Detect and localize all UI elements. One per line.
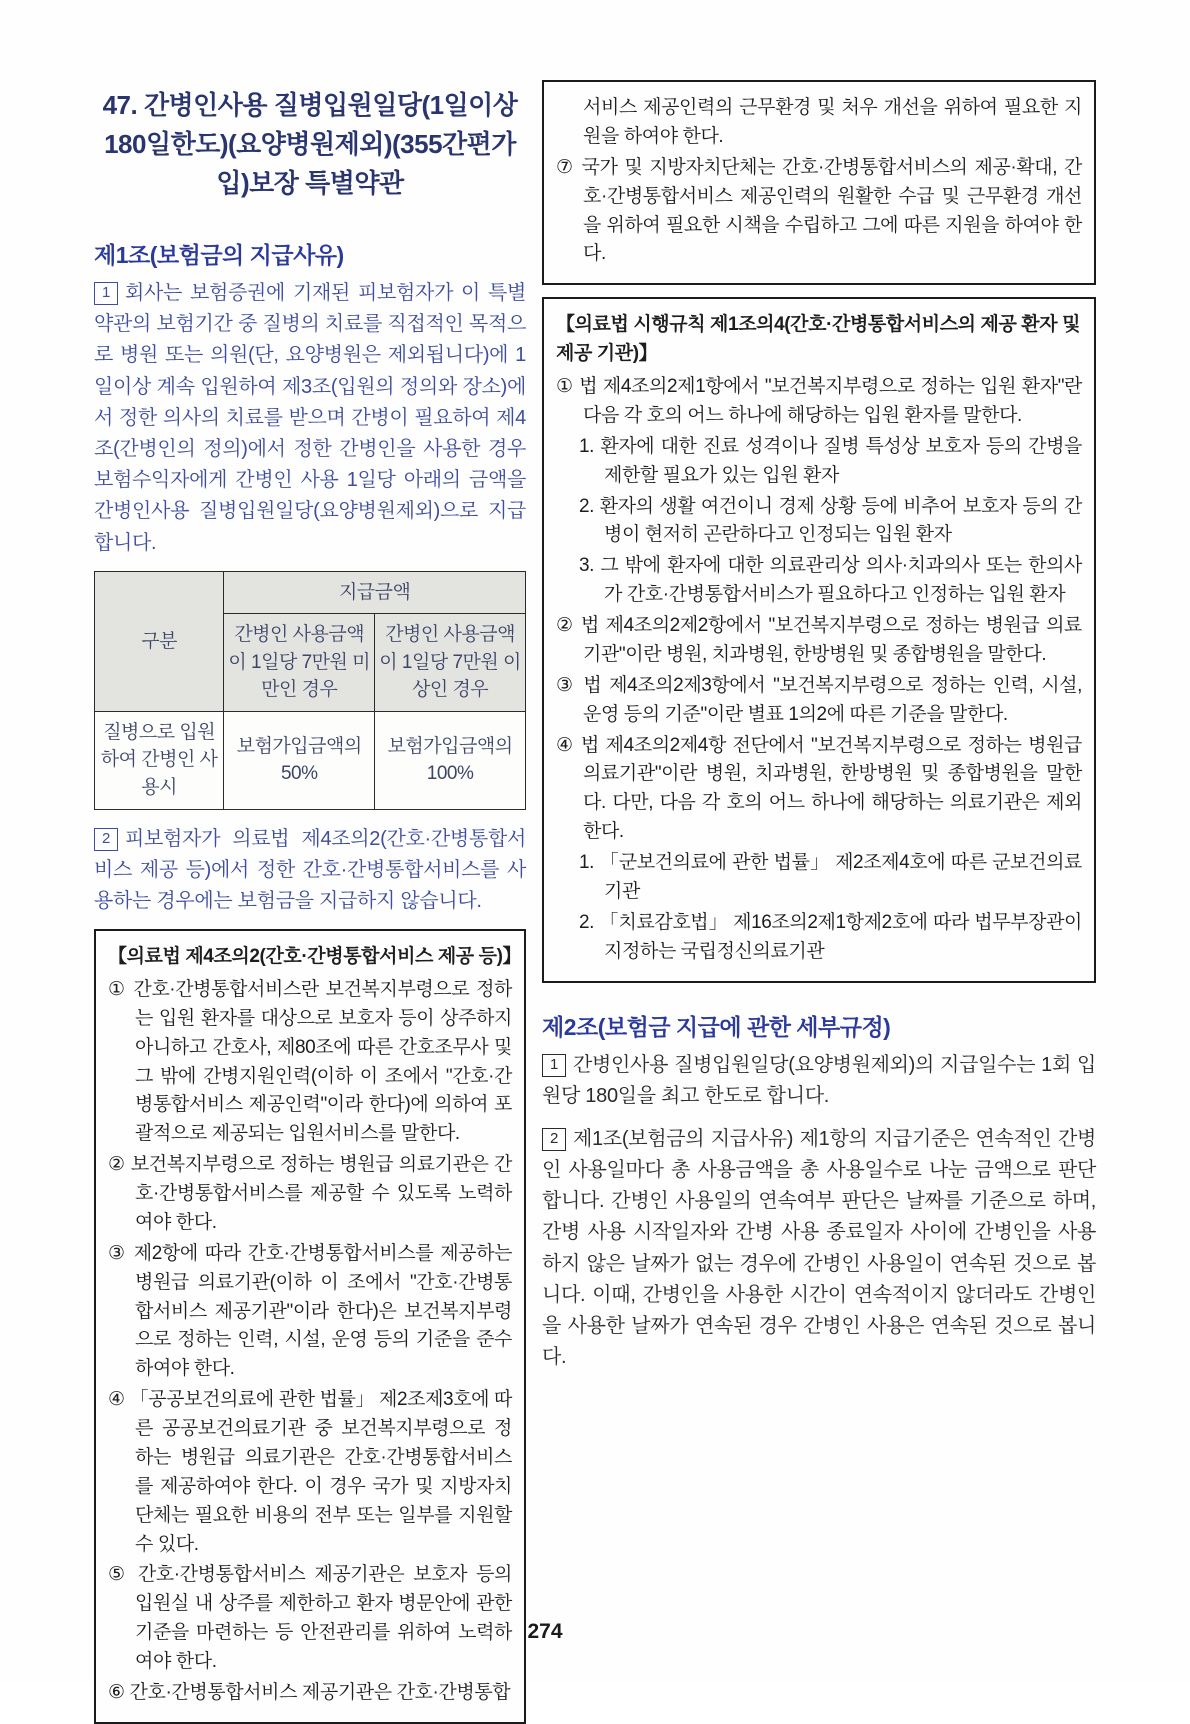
benefit-table xyxy=(94,571,526,810)
boxed-number-2: 2 xyxy=(94,828,118,851)
article2-paragraph-2-text: 제1조(보험금의 지급사유) 제1항의 지급기준은 연속적인 간병인 사용일마다 총 사용금액을 총 사용일수로 나눈 금액으로 판단합니다. 간병인 사용일의 연속여부 판단은 날짜를 기준으로 하며, 간병 사용 시작일자와 간병 사용 종료일자 사이에 간병인을 사용하지 않은 날짜가 없는 경우에 간병인 사용일이 연속된 것으로 봅니다. 이때, 간병인을 사용한 시간이 연속적이지 않더라도 간병인을 사용한 날짜가 연속된 경우 간병인 사용은 연속된 것으로 봅니다. xyxy=(542,1127,1096,1369)
law-item-text: 간호·간병통합서비스 제공기관은 보호자 등의 입원실 내 상주를 제한하고 환자 병문안에 관한 기준을 마련하는 등 안전관리를 위하여 노력하여야 한다. xyxy=(135,1564,512,1673)
law-item-4 xyxy=(108,1386,512,1559)
circled-number: ⑦ xyxy=(556,156,575,178)
circled-number: ② xyxy=(556,615,575,636)
article1-paragraph-1-text: 회사는 보험증권에 기재된 피보험자가 이 특별약관의 보험기간 중 질병의 치료를 직접적인 목적으로 병원 또는 의원(단, 요양병원은 제외됩니다)에 1일이상 계속 입원하여 제3조(입원의 정의와 장소)에서 정한 의사의 치료를 받으며 간병이 필요하여 제4조(간병인의 정의)에서 정한 간병인을 사용한 경우 보험수익자에게 간병인 사용 1일당 아래의 금액을 간병인사용 질병입원일당(요양병원제외)으로 지급합니다. xyxy=(94,282,526,554)
article1-paragraph-2 xyxy=(94,824,526,918)
article2-heading: 제2조(보험금 지급에 관한 세부규정) xyxy=(542,1013,891,1040)
circled-number: ① xyxy=(556,376,574,397)
table-row xyxy=(95,711,526,809)
table-header-category: 구분 xyxy=(95,571,224,711)
boxed-number-2: 2 xyxy=(542,1128,566,1151)
rule-item-2 xyxy=(556,612,1082,670)
law-item-text: 보건복지부령으로 정하는 병원급 의료기관은 간호·간병통합서비스를 제공할 수 있도록 노력하여야 한다. xyxy=(130,1154,512,1233)
law-item-6 xyxy=(108,1679,512,1708)
law-item-text: 「공공보건의료에 관한 법률」 제2조제3호에 따른 공공보건의료기관 중 보건복지부령으로 정하는 병원급 의료기관은 간호·간병통합서비스를 제공하여야 한다. 이 경우 국가 및 지방자치단체는 필요한 비용의 전부 또는 일부를 지원할 수 있다. xyxy=(129,1389,512,1555)
law-carryover-text: 서비스 제공인력의 근무환경 및 처우 개선을 위하여 필요한 지원을 하여야 한다. xyxy=(583,97,1082,147)
circled-number: ② xyxy=(108,1154,126,1176)
table-cell-value-100: 보험가입금액의 100% xyxy=(375,711,526,809)
law-item-text: 국가 및 지방자치단체는 간호·간병통합서비스의 제공·확대, 간호·간병통합서비스 제공인력의 원활한 수급 및 근무환경 개선을 위하여 필요한 시책을 수립하고 그에 따른 지원을 하여야 한다. xyxy=(581,156,1082,265)
medical-law-box-continued xyxy=(542,80,1096,285)
article2-paragraph-2 xyxy=(542,1124,1096,1374)
law-item-text: 제2항에 따라 간호·간병통합서비스를 제공하는 병원급 의료기관(이하 이 조에서 "간호·간병통합서비스 제공기관"이라 한다)은 보건복지부령으로 정하는 인력, 시설, 운영 등의 기준을 준수하여야 한다. xyxy=(133,1242,513,1380)
medical-law-box xyxy=(94,929,526,1724)
rule-item-1-sub-1: 1. 환자에 대한 진료 성격이나 질병 특성상 보호자 등의 간병을 제한할 필요가 있는 입원 환자 xyxy=(579,435,1082,486)
enforcement-rule-box xyxy=(542,297,1096,982)
circled-number: ④ xyxy=(556,734,575,756)
circled-number: ⑥ xyxy=(108,1681,125,1703)
law-item-7 xyxy=(556,154,1082,270)
clause-title: 47. 간병인사용 질병입원일당(1일이상 180일한도)(요양병원제외)(355간편가입)보장 특별약관 xyxy=(102,90,518,198)
law-item-text: 법 제4조의2제4항 전단에서 "보건복지부령으로 정하는 병원급 의료기관"이란 병원, 치과병원, 한방병원 및 종합병원을 말한다. 다만, 다음 각 호의 어느 하나에 해당하는 의료기관은 제외한다. xyxy=(581,734,1082,843)
left-column xyxy=(94,80,526,1724)
table-subheader-under-70000: 간병인 사용금액이 1일당 7만원 미만인 경우 xyxy=(224,614,375,712)
boxed-number-1: 1 xyxy=(542,1054,566,1077)
rule-item-4-sub-1: 1. 「군보건의료에 관한 법률」 제2조제4호에 따른 군보건의료기관 xyxy=(579,852,1082,902)
article2-paragraph-1 xyxy=(542,1050,1096,1112)
table-cell-row-label: 질병으로 입원하여 간병인 사용시 xyxy=(95,711,224,809)
table-subheader-over-70000: 간병인 사용금액이 1일당 7만원 이상인 경우 xyxy=(375,614,526,712)
rule-item-1 xyxy=(556,373,1082,431)
medical-law-box-title: 【의료법 제4조의2(간호·간병통합서비스 제공 등)】 xyxy=(108,946,522,968)
right-column xyxy=(542,80,1096,1385)
article2-paragraph-1-text: 간병인사용 질병입원일당(요양병원제외)의 지급일수는 1회 입원당 180일을 최고 한도로 합니다. xyxy=(542,1053,1096,1107)
circled-number: ③ xyxy=(108,1242,127,1264)
rule-item-1-sub-3: 3. 그 밖에 환자에 대한 의료관리상 의사·치과의사 또는 한의사가 간호·간병통합서비스가 필요하다고 인정하는 입원 환자 xyxy=(579,555,1082,606)
table-header-payment-amount: 지급금액 xyxy=(224,571,526,614)
two-column-content xyxy=(94,80,1096,1724)
article1-heading: 제1조(보험금의 지급사유) xyxy=(94,242,344,268)
page-number: 274 xyxy=(527,1620,563,1643)
law-item-1 xyxy=(108,976,512,1149)
law-item-text: 간호·간병통합서비스 제공기관은 간호·간병통합 xyxy=(129,1681,511,1703)
circled-number: ④ xyxy=(108,1389,125,1411)
article1-paragraph-1 xyxy=(94,278,526,559)
law-item-2 xyxy=(108,1151,512,1238)
law-item-text: 법 제4조의2제2항에서 "보건복지부령으로 정하는 병원급 의료기관"이란 병원, 치과병원, 한방병원 및 종합병원을 말한다. xyxy=(581,615,1082,665)
article1-paragraph-2-text: 피보험자가 의료법 제4조의2(간호·간병통합서비스 제공 등)에서 정한 간호·간병통합서비스를 사용하는 경우에는 보험금을 지급하지 않습니다. xyxy=(94,827,526,912)
rule-item-1-sub-2: 2. 환자의 생활 여건이니 경제 상황 등에 비추어 보호자 등의 간병이 현저히 곤란하다고 인정되는 입원 환자 xyxy=(579,495,1082,546)
law-item-text: 법 제4조의2제3항에서 "보건복지부령으로 정하는 인력, 시설, 운영 등의 기준"이란 별표 1의2에 따른 기준을 말한다. xyxy=(583,674,1082,725)
circled-number: ⑤ xyxy=(108,1564,129,1586)
table-cell-value-50: 보험가입금액의 50% xyxy=(224,711,375,809)
law-item-text: 간호·간병통합서비스란 보건복지부령으로 정하는 입원 환자를 대상으로 보호자 등이 상주하지 아니하고 간호사, 제80조에 따른 간호조무사 및 그 밖에 간병지원인력(이하 이 조에서 "간호·간병통합서비스 제공인력"이라 한다)에 의하여 포괄적으로 제공되는 입원서비스를 말한다. xyxy=(133,978,512,1145)
enforcement-rule-box-title: 【의료법 시행규칙 제1조의4(간호·간병통합서비스의 제공 환자 및 제공 기관)】 xyxy=(556,314,1081,365)
boxed-number-1: 1 xyxy=(94,282,118,305)
rule-item-3 xyxy=(556,672,1082,730)
table-row xyxy=(95,571,526,614)
law-item-3 xyxy=(108,1240,512,1384)
rule-item-4 xyxy=(556,732,1082,848)
circled-number: ③ xyxy=(556,674,576,696)
law-item-text: 법 제4조의2제1항에서 "보건복지부령으로 정하는 입원 환자"란 다음 각 호의 어느 하나에 해당하는 입원 환자를 말한다. xyxy=(579,376,1082,426)
rule-item-4-sub-2: 2. 「치료감호법」 제16조의2제1항제2호에 따라 법무부장관이 지정하는 국립정신의료기관 xyxy=(579,911,1082,962)
circled-number: ① xyxy=(108,978,127,1000)
